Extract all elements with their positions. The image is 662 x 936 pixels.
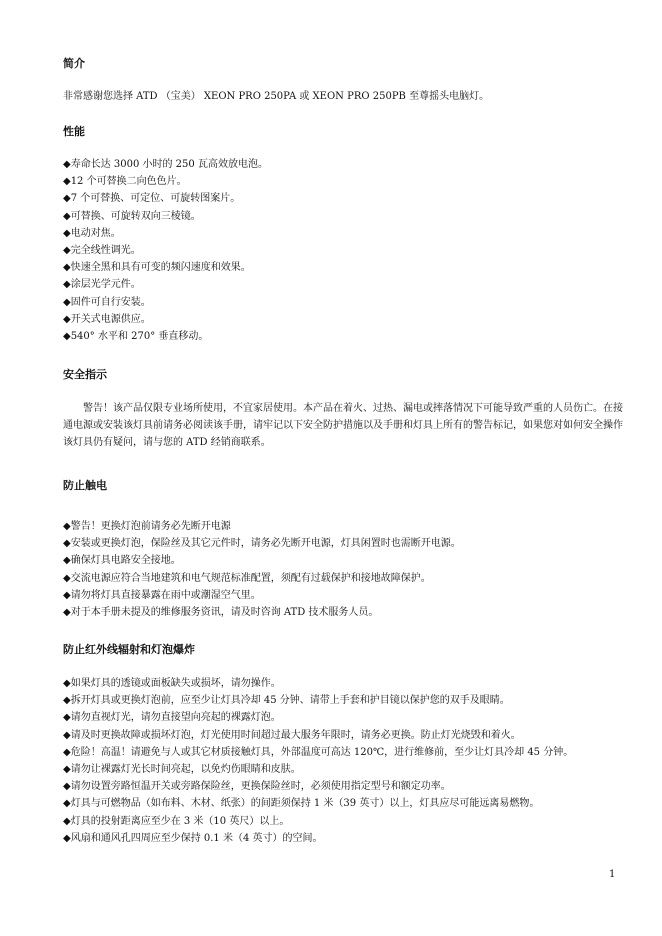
list-item: ◆请勿设置旁路恒温开关或旁路保险丝，更换保险丝时，必须使用指定型号和额定功率。	[63, 781, 451, 793]
list-item: ◆可替换、可旋转双向三棱镜。	[63, 210, 201, 222]
list-item: ◆对于本手册未提及的维修服务资讯，请及时咨询 ATD 技术服务人员。	[63, 607, 379, 619]
page-number: 1	[609, 869, 616, 880]
list-item: ◆请勿直视灯光，请勿直接望向亮起的裸露灯泡。	[63, 712, 281, 724]
list-item: ◆寿命长达 3000 小时的 250 瓦高效放电泡。	[63, 159, 268, 170]
features-heading: 性能	[63, 125, 85, 138]
list-item: ◆如果灯具的透镜或面板缺失或损坏，请勿操作。	[63, 678, 281, 689]
safety-heading: 安全指示	[63, 368, 107, 381]
list-item: ◆请勿将灯具直接暴露在雨中或潮湿空气里。	[63, 589, 261, 601]
intro-text: 非常感谢您选择 ATD （宝美） XEON PRO 250PA 或 XEON PRO 250PB 至尊摇头电脑灯。	[63, 91, 490, 102]
list-item: ◆请及时更换故障或损坏灯泡，灯光使用时间超过最大服务年限时，请务必更换。防止灯光烧毁和着火。	[63, 729, 521, 741]
intro-heading: 简介	[63, 57, 85, 70]
safety-paragraph: 警告！该产品仅限专业场所使用，不宜家居使用。本产品在着火、过热、漏电或摔落情况下可能导致严重的人员伤亡。在接通电源或安装该灯具前请务必阅读该手册，请牢记以下安全防护措施以及手册和灯具上所有的警告标记，如果您对如何安全操作该灯具仍有疑问，请与您的 ATD 经销商联系。	[63, 403, 623, 448]
shock-list	[63, 518, 628, 621]
list-item: ◆540° 水平和 270° 垂直移动。	[63, 331, 209, 343]
shock-heading: 防止触电	[63, 479, 107, 492]
list-item: ◆确保灯具电路安全接地。	[63, 555, 181, 567]
list-item: ◆涂层光学元件。	[63, 279, 141, 291]
list-item: ◆安装或更换灯泡，保险丝及其它元件时，请务必先断开电源，灯具闲置时也需断开电源。	[63, 538, 461, 550]
list-item: ◆开关式电源供应。	[63, 313, 151, 325]
list-item: ◆警告！更换灯泡前请务必先断开电源	[63, 521, 231, 532]
list-item: ◆危险！高温！请避免与人或其它材质接触灯具，外部温度可高达 120℃，进行维修前，至少让灯具冷却 45 分钟。	[63, 746, 574, 758]
list-item: ◆7 个可替换、可定位、可旋转图案片。	[63, 193, 241, 205]
infrared-heading: 防止红外线辐射和灯泡爆炸	[63, 643, 195, 656]
features-list	[63, 156, 628, 345]
list-item: ◆拆开灯具或更换灯泡前，应至少让灯具冷却 45 分钟、请带上手套和护目镜以保护您的双手及眼睛。	[63, 695, 510, 707]
list-item: ◆完全线性调光。	[63, 245, 141, 257]
list-item: ◆风扇和通风孔四周应至少保持 0.1 米（4 英寸）的空间。	[63, 832, 323, 844]
list-item: ◆灯具与可燃物品（如布料、木材、纸张）的间距须保持 1 米（39 英寸）以上，灯具应尽可能远离易燃物。	[63, 798, 540, 810]
list-item: ◆固件可自行安装。	[63, 296, 151, 308]
list-item: ◆快速全黑和具有可变的频闪速度和效果。	[63, 262, 251, 274]
list-item: ◆电动对焦。	[63, 227, 121, 239]
list-item: ◆交流电源应符合当地建筑和电气规范标准配置，须配有过载保护和接地故障保护。	[63, 572, 431, 584]
list-item: ◆12 个可替换二向色色片。	[63, 176, 187, 188]
list-item: ◆请勿让裸露灯光长时间亮起，以免灼伤眼睛和皮肤。	[63, 764, 301, 776]
infrared-list	[63, 675, 628, 847]
list-item: ◆灯具的投射距离应至少在 3 米（10 英尺）以上。	[63, 815, 290, 827]
